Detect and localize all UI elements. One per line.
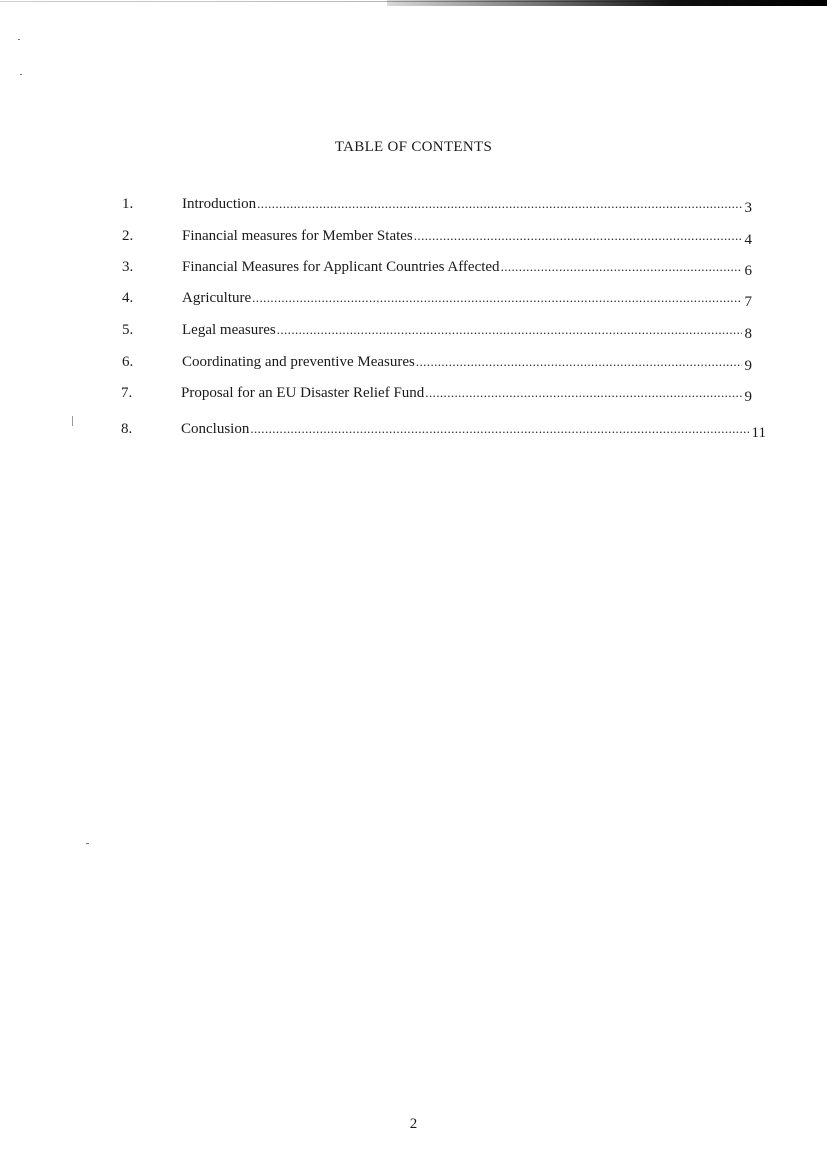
- toc-entry[interactable]: [121, 421, 766, 441]
- dot-leader: [257, 196, 741, 213]
- dot-leader: [277, 322, 742, 339]
- dot-leader: [501, 259, 742, 276]
- toc-entry-page: 6: [744, 263, 752, 279]
- page-number: 2: [409, 1116, 418, 1132]
- toc-entry-number: 2.: [122, 228, 134, 244]
- toc-entry[interactable]: [122, 290, 752, 310]
- toc-entry-page: 9: [744, 358, 752, 374]
- scan-speck: [72, 416, 73, 426]
- toc-entry-page: 4: [744, 232, 752, 248]
- scan-speck: [86, 843, 89, 844]
- toc-entry-page: 3: [744, 200, 752, 216]
- toc-entry-number: 8.: [121, 421, 133, 437]
- dot-leader: [250, 421, 748, 438]
- toc-entry-page: 8: [744, 326, 752, 342]
- scan-speck: [18, 39, 20, 40]
- toc-entry[interactable]: [122, 354, 752, 374]
- scan-speck: [20, 74, 22, 75]
- toc-entry[interactable]: [122, 196, 752, 216]
- toc-entry[interactable]: [121, 385, 752, 405]
- toc-entry-title: Conclusion: [181, 421, 250, 437]
- scan-edge-artifact: [0, 0, 827, 8]
- toc-entry-number: 4.: [122, 290, 134, 306]
- dot-leader: [414, 228, 742, 245]
- toc-entry-number: 7.: [121, 385, 133, 401]
- toc-entry-number: 6.: [122, 354, 134, 370]
- toc-entry-number: 1.: [122, 196, 134, 212]
- dot-leader: [416, 354, 742, 371]
- toc-entry-title: Introduction: [182, 196, 257, 212]
- toc-entry-page: 7: [744, 294, 752, 310]
- toc-entry[interactable]: [122, 228, 752, 248]
- toc-entry-title: Financial measures for Member States: [182, 228, 413, 244]
- toc-entry-number: 3.: [122, 259, 134, 275]
- toc-heading: TABLE OF CONTENTS: [334, 139, 493, 155]
- toc-entry-number: 5.: [122, 322, 134, 338]
- dot-leader: [252, 290, 741, 307]
- dot-leader: [425, 385, 741, 402]
- toc-entry[interactable]: [122, 322, 752, 342]
- toc-entry-title: Legal measures: [182, 322, 276, 338]
- toc-entry-page: 11: [751, 425, 766, 441]
- toc-entry-title: Proposal for an EU Disaster Relief Fund: [181, 385, 425, 401]
- toc-entry[interactable]: [122, 259, 752, 279]
- toc-entry-title: Financial Measures for Applicant Countries Affected: [182, 259, 500, 275]
- toc-entry-title: Agriculture: [182, 290, 252, 306]
- toc-entry-title: Coordinating and preventive Measures: [182, 354, 415, 370]
- toc-entry-page: 9: [744, 389, 752, 405]
